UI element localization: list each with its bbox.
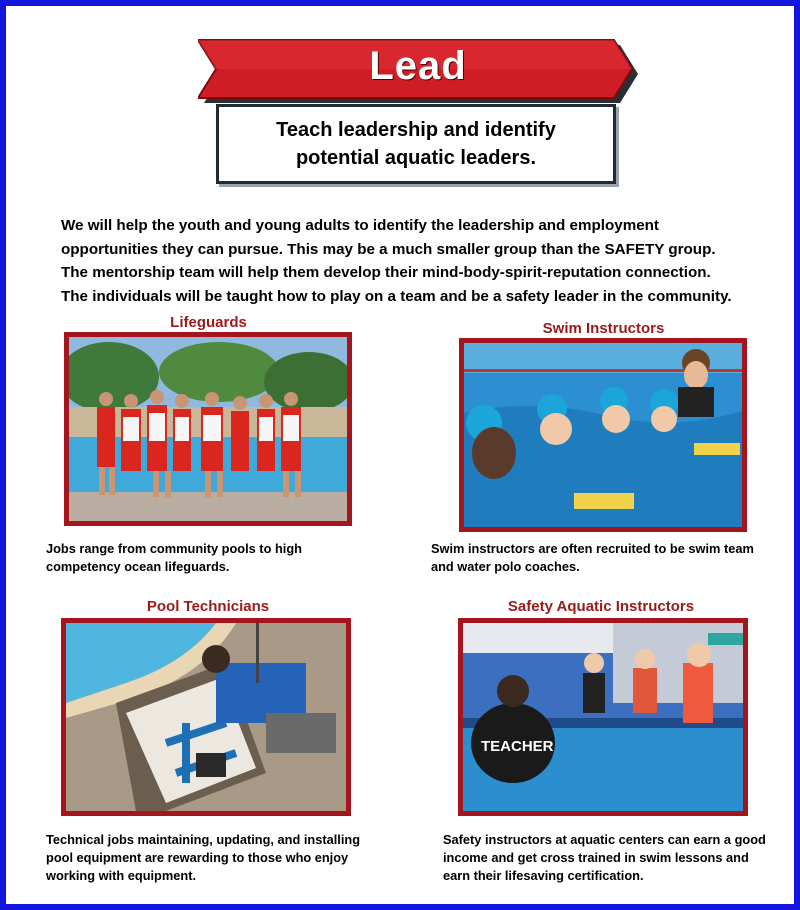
caption-line: pool equipment are rewarding to those who enjoy: [46, 850, 349, 865]
card-title-lifeguards: Lifeguards: [170, 314, 247, 331]
intro-line: opportunities they can pursue. This may be a much smaller group than the SAFETY group.: [61, 240, 716, 258]
caption-line: earn their lifesaving certification.: [443, 868, 644, 883]
subtitle-box: [216, 104, 616, 184]
safety-instructors-photo: [458, 618, 748, 816]
card-title-swim-instructors: Swim Instructors: [542, 320, 665, 337]
intro-line: We will help the youth and young adults to identify the leadership and employment: [61, 217, 659, 234]
swim-instructors-photo: [459, 338, 747, 532]
card-title-pool-technicians: Pool Technicians: [146, 598, 270, 615]
caption-swim-instructors: [431, 540, 781, 576]
title-banner: [198, 36, 638, 106]
teacher-shirt-text: TEACHER: [481, 738, 554, 755]
caption-line: Safety instructors at aquatic centers can earn a good: [443, 832, 766, 847]
caption-line: income and get cross trained in swim lessons and: [443, 850, 749, 865]
subtitle-line-1: Teach leadership and identify: [276, 119, 556, 141]
caption-line: and water polo coaches.: [431, 559, 580, 574]
caption-line: Jobs range from community pools to high: [46, 541, 302, 556]
caption-line: Swim instructors are often recruited to be swim team: [431, 541, 754, 556]
caption-line: competency ocean lifeguards.: [46, 559, 230, 574]
caption-line: working with equipment.: [46, 868, 197, 883]
card-title-safety-aquatic-instructors: Safety Aquatic Instructors: [507, 598, 695, 615]
subtitle-line-2: potential aquatic leaders.: [295, 147, 537, 169]
intro-paragraph: [61, 214, 771, 308]
page-title: Lead: [369, 44, 467, 88]
pool-technicians-photo: [61, 618, 351, 816]
lifeguards-photo: [64, 332, 352, 526]
caption-line: Technical jobs maintaining, updating, and installing: [46, 832, 361, 847]
intro-line: The individuals will be taught how to play on a team and be a safety leader in the community.: [61, 287, 732, 305]
intro-line: The mentorship team will help them develop their mind-body-spirit-reputation connection.: [61, 264, 711, 281]
caption-safety-aquatic-instructors: [443, 831, 793, 885]
caption-pool-technicians: [46, 831, 406, 885]
caption-lifeguards: [46, 540, 376, 576]
